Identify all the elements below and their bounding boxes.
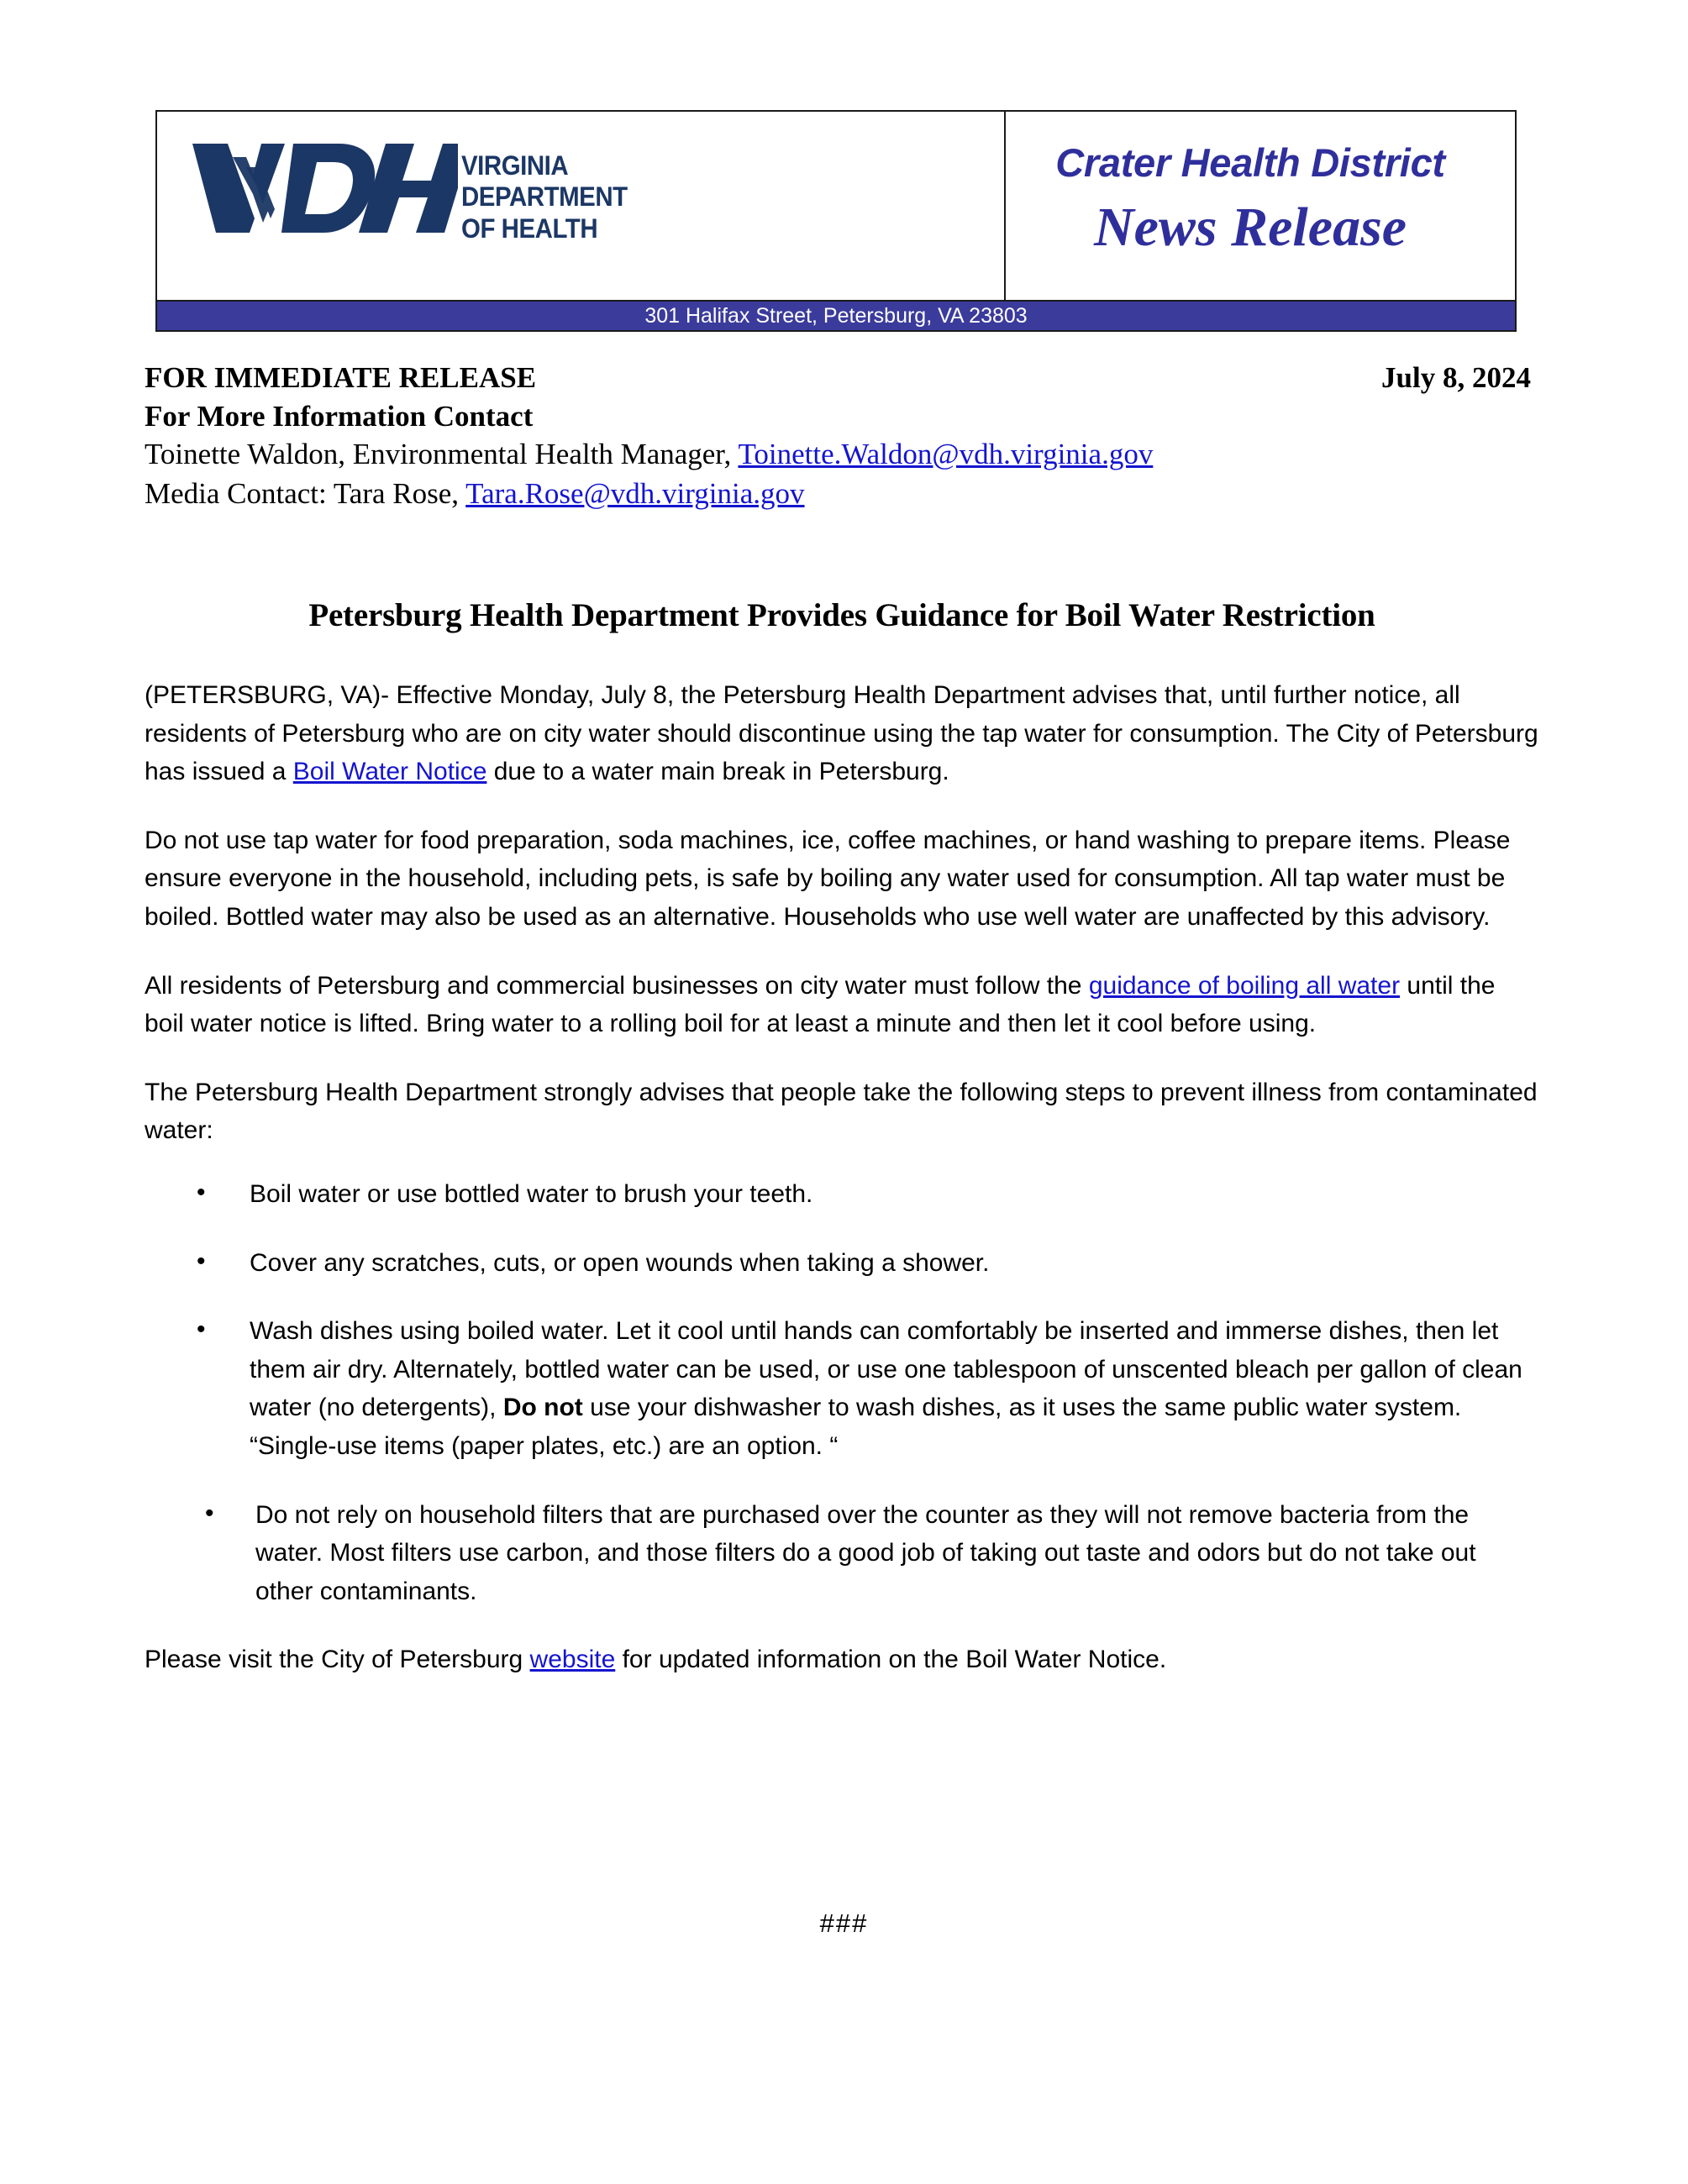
release-body	[145, 676, 1539, 1709]
paragraph-4: The Petersburg Health Department strongly advises that people take the following steps to prevent illness from contaminated water:	[145, 1078, 1538, 1145]
closing-paragraph	[145, 1641, 1539, 1679]
vdh-logo	[191, 139, 642, 244]
paragraph-3-text-after: until the boil water notice is lifted. Bring water to a rolling boil for at least a minute and then let it cool before using.	[145, 971, 1496, 1038]
district-title: Crater Health District	[1055, 140, 1445, 185]
vdh-wordmark-icon	[191, 139, 458, 238]
boiling-guidance-link[interactable]: guidance of boiling all water	[1088, 971, 1401, 1000]
contact-line-1	[145, 435, 1531, 475]
contact-heading: For More Information Contact	[145, 399, 534, 433]
prevention-steps-list	[145, 1175, 1539, 1610]
end-of-release-mark: ###	[819, 1908, 869, 1938]
paragraph-1	[145, 676, 1539, 791]
release-header-row	[145, 359, 1531, 397]
city-website-link[interactable]: website	[529, 1646, 616, 1674]
vdh-logo-line1: VIRGINIA	[461, 150, 569, 181]
contact-1-email-link[interactable]: Toinette.Waldon@vdh.virginia.gov	[738, 438, 1154, 470]
list-item	[145, 1312, 1539, 1465]
closing-text-before: Please visit the City of Petersburg	[145, 1646, 530, 1674]
bullet-text-3-after: use your dishwasher to wash dishes, as it uses the same public water system. “Single-use items (paper plates, etc.) are an option. “	[250, 1394, 1462, 1460]
paragraph-2: Do not use tap water for food preparation, soda machines, ice, coffee machines, or hand washing to prepare items. Please ensure everyone in the household, including pets, is safe by boiling any water used for consumption. All tap water must be boiled. Bottled water may also be used as an alternative. Households who use well water are unaffected by this advisory.	[145, 826, 1511, 931]
vdh-logo-text	[461, 150, 628, 244]
bullet-text-3-before: Wash dishes using boiled water. Let it cool until hands can comfortably be inserted and immerse dishes, then let them air dry. Alternately, bottled water can be used, or use one tablespoon of unscented bleach per gallon of clean water (no detergents),	[250, 1317, 1522, 1422]
letterhead-title-cell	[1006, 112, 1515, 300]
release-date: July 8, 2024	[1381, 361, 1531, 394]
list-item	[145, 1175, 1539, 1214]
document-type-title: News Release	[1093, 197, 1407, 258]
paragraph-3	[145, 967, 1539, 1043]
list-item	[145, 1496, 1539, 1611]
vdh-logo-line3: OF HEALTH	[461, 213, 598, 244]
release-header	[145, 359, 1531, 513]
contact-2-email-link[interactable]: Tara.Rose@vdh.virginia.gov	[465, 476, 805, 510]
paragraph-3-text-before: All residents of Petersburg and commercial businesses on city water must follow the	[145, 971, 1089, 1000]
letterhead-table	[155, 110, 1517, 302]
bullet-text-3-bold: Do not	[502, 1394, 583, 1422]
paragraph-1-text-after: due to a water main break in Petersburg.	[486, 758, 949, 786]
address-bar	[155, 302, 1517, 332]
boil-water-notice-link[interactable]: Boil Water Notice	[292, 758, 487, 786]
bullet-text-2: Cover any scratches, cuts, or open wounds when taking a shower.	[250, 1248, 990, 1277]
paragraph-1-text-before: (PETERSBURG, VA)- Effective Monday, July 8, the Petersburg Health Department advises that, until further notice, all residents of Petersburg who are on city water should discontinue using the tap water for consumption. The City of Petersburg has issued a	[145, 681, 1538, 786]
vdh-logo-line2: DEPARTMENT	[461, 181, 628, 213]
page-title: Petersburg Health Department Provides Guidance for Boil Water Restriction	[308, 597, 1375, 633]
contact-1-name: Toinette Waldon, Environmental Health Manager,	[145, 438, 739, 470]
address-text: 301 Halifax Street, Petersburg, VA 23803	[644, 303, 1028, 328]
contact-line-2	[145, 475, 1531, 514]
bullet-text-1: Boil water or use bottled water to brush your teeth.	[250, 1179, 813, 1208]
letterhead-logo-cell	[157, 112, 1006, 300]
closing-text-after: for updated information on the Boil Water Notice.	[615, 1646, 1167, 1674]
bullet-text-4: Do not rely on household filters that are purchased over the counter as they will not remove bacteria from the water. Most filters use carbon, and those filters do a good job of taking out taste and odors but do not take out other contaminants.	[255, 1500, 1476, 1605]
list-item	[145, 1244, 1539, 1283]
immediate-release-label: FOR IMMEDIATE RELEASE	[145, 361, 537, 394]
contact-2-name: Media Contact: Tara Rose,	[145, 476, 466, 510]
